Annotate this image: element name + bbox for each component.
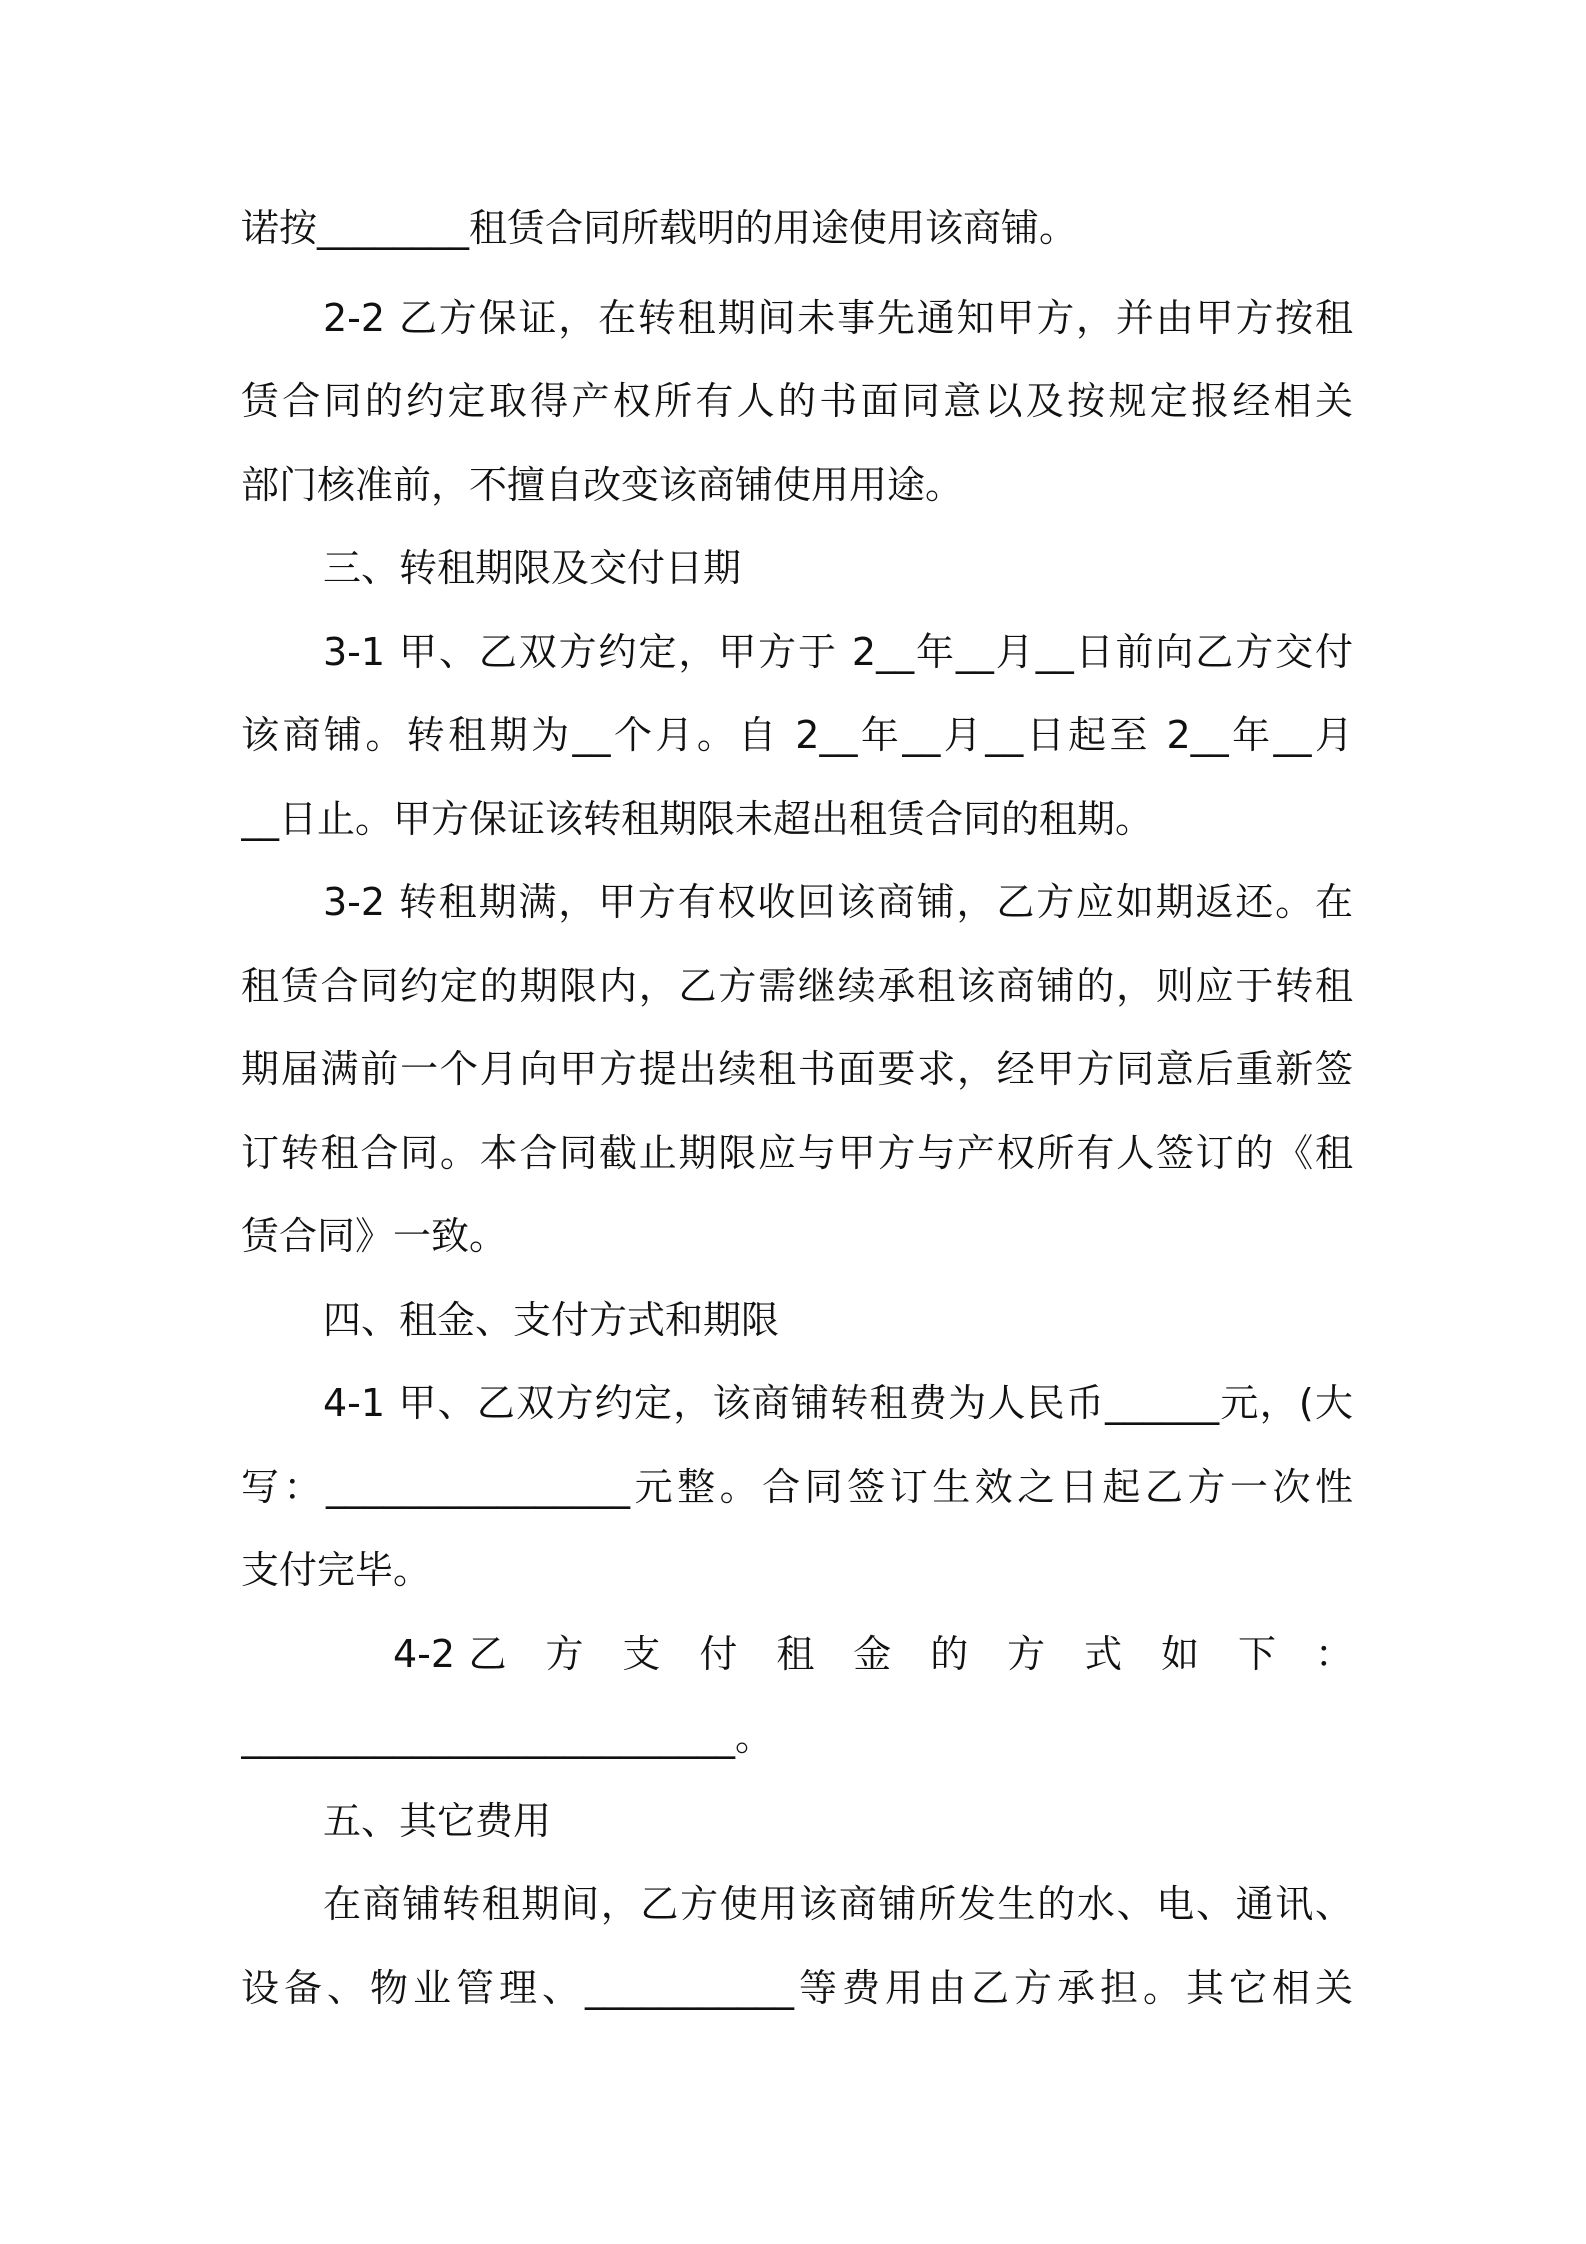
text-line: 设备、物业管理、___________等费用由乙方承担。其它相关 (241, 1966, 1353, 2010)
text-line: __日止。甲方保证该转租期限未超出租赁合同的租期。 (241, 797, 1154, 841)
text-line: 订转租合同。本合同截止期限应与甲方与产权所有人签订的《租 (241, 1131, 1353, 1175)
section-heading: 四、租金、支付方式和期限 (323, 1298, 780, 1342)
text-line: __________________________。 (241, 1715, 774, 1759)
text-line: 4-1 甲、乙双方约定，该商铺转租费为人民币______元，(大 (323, 1381, 1353, 1425)
text-line: 诺按________租赁合同所载明的用途使用该商铺。 (241, 206, 1078, 250)
text-line: 2-2 乙方保证，在转租期间未事先通知甲方，并由甲方按租 (323, 296, 1353, 340)
text-line: 写：________________元整。合同签订生效之日起乙方一次性 (241, 1465, 1353, 1509)
text-line: 在商铺转租期间，乙方使用该商铺所发生的水、电、通讯、 (323, 1882, 1353, 1926)
text-line: 租赁合同约定的期限内，乙方需继续承租该商铺的，则应于转租 (241, 964, 1353, 1008)
section-heading: 五、其它费用 (323, 1799, 552, 1843)
text-line: 期届满前一个月向甲方提出续租书面要求，经甲方同意后重新签 (241, 1047, 1353, 1091)
text-line: 4-2乙 方 支 付 租 金 的 方 式 如 下 ： (393, 1632, 1353, 1676)
text-line: 赁合同的约定取得产权所有人的书面同意以及按规定报经相关 (241, 379, 1353, 423)
text-line: 3-1 甲、乙双方约定，甲方于 2__年__月__日前向乙方交付 (323, 630, 1353, 674)
text-line: 部门核准前，不擅自改变该商铺使用用途。 (241, 463, 964, 507)
section-heading: 三、转租期限及交付日期 (323, 546, 742, 590)
text-line: 该商铺。转租期为__个月。自 2__年__月__日起至 2__年__月 (241, 713, 1353, 757)
text-line: 支付完毕。 (241, 1548, 432, 1592)
text-line: 3-2 转租期满，甲方有权收回该商铺，乙方应如期返还。在 (323, 880, 1353, 924)
text-line: 赁合同》一致。 (241, 1214, 508, 1258)
